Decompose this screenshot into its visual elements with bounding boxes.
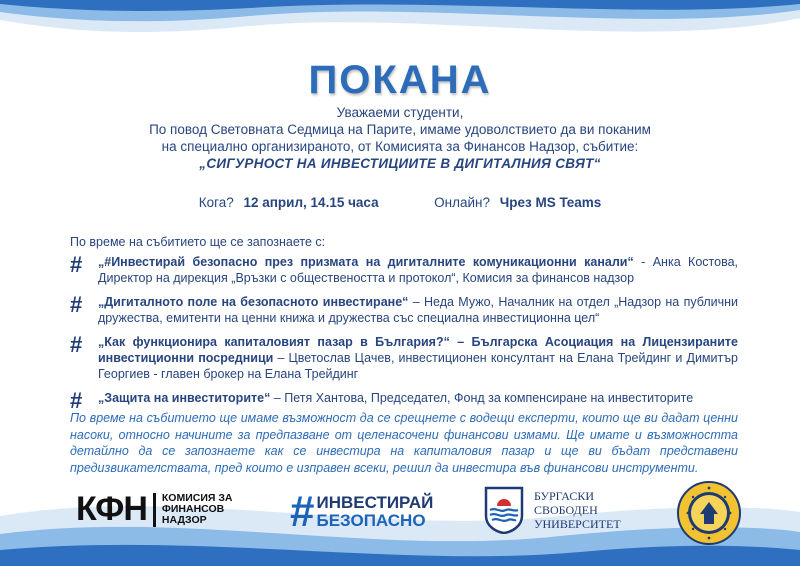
event-name: „СИГУРНОСТ НА ИНВЕСТИЦИИТЕ В ДИГИТАЛНИЯ СВЯТ“ xyxy=(199,156,601,171)
hashtag-icon: # xyxy=(70,252,83,277)
topic-speaker: – Петя Хантова, Председател, Фонд за компенсиране на инвеститорите xyxy=(270,391,694,405)
invest-safely-logo: # ИНВЕСТИРАЙ БЕЗОПАСНО xyxy=(290,487,434,536)
intro-line-2: По повод Световната Седмица на Парите, имаме удоволствието да ви поканим xyxy=(149,122,651,137)
topic-title: „#Инвестирай безопасно през призмата на дигиталните комуникационни канали“ xyxy=(98,255,634,269)
hashtag-icon: # xyxy=(70,332,83,357)
topic-speaker: – Неда Мужо, Началник на отдел „Надзор на публични дружества, емитенти на ценни книжа и дружества със специална инвестиционна цел“ xyxy=(98,295,738,325)
topic-speaker: – Цветослав Цачев, инвестиционен консултант на Елана Трейдинг и Димитър Георгиев - главен брокер на Елана Трейдинг xyxy=(98,351,738,381)
topics-intro: По време на събитието ще се запознаете с: xyxy=(70,235,326,249)
partner-logos xyxy=(0,478,800,548)
topic-item xyxy=(68,388,738,413)
topic-title: „Защита на инвеститорите“ xyxy=(98,391,271,405)
topic-item xyxy=(68,294,738,326)
page-title: ПОКАНА xyxy=(308,58,492,102)
event-details xyxy=(0,195,800,210)
hashtag-icon: # xyxy=(70,388,83,413)
topics-list xyxy=(68,254,738,414)
topic-title: „Как функционира капиталовият пазар в България?“ – Българска Асоциация на Лицензираните инвестиционни посредници xyxy=(98,335,738,365)
bsu-shield-icon xyxy=(484,486,524,534)
hashtag-logo-icon: # xyxy=(290,487,315,536)
closing-paragraph: По време на събитието ще имаме възможност да се срещнете с водещи експерти, които ще ви дадат ценни насоки, относно начините за предпазване от целенасочени финансови измами. Ще имате и възможността детайлно да се запознаете как се инвестира на капиталовия пазар и ще ви бъдат представени предизвикателствата, пред които е изправен всеки, решил да инвестира във финансови инструменти. xyxy=(70,411,738,475)
hashtag-icon: # xyxy=(70,292,83,317)
online-value: Чрез MS Teams xyxy=(499,195,602,210)
intro-line-3: на специално организираното, от Комисията за Финансов Надзор, събитие: xyxy=(161,139,639,154)
bsu-logo xyxy=(484,486,621,534)
online-label: Онлайн? xyxy=(434,195,491,210)
academy-seal-icon xyxy=(676,480,742,546)
when-label: Кога? xyxy=(198,195,234,210)
kfn-logo xyxy=(76,490,233,529)
topic-item xyxy=(68,334,738,382)
kfn-logo-text: КОМИСИЯ ЗА ФИНАНСОВ НАДЗОР xyxy=(161,492,233,526)
kfn-logo-mark: КФН xyxy=(76,490,147,528)
when-value: 12 април, 14.15 часа xyxy=(243,195,379,210)
bsu-logo-text: БУРГАСКИ СВОБОДЕН УНИВЕРСИТЕТ xyxy=(534,489,621,531)
greeting: Уважаеми студенти, xyxy=(336,105,464,120)
topic-speaker: - Анка Костова, Директор на дирекция „Връзки с обществеността и протокол“, Комисия за финансов надзор xyxy=(98,255,738,285)
topic-item xyxy=(68,254,738,286)
topic-title: „Дигиталното поле на безопасното инвестиране“ xyxy=(98,295,409,309)
academy-seal xyxy=(676,480,742,551)
intro-block xyxy=(0,104,800,172)
